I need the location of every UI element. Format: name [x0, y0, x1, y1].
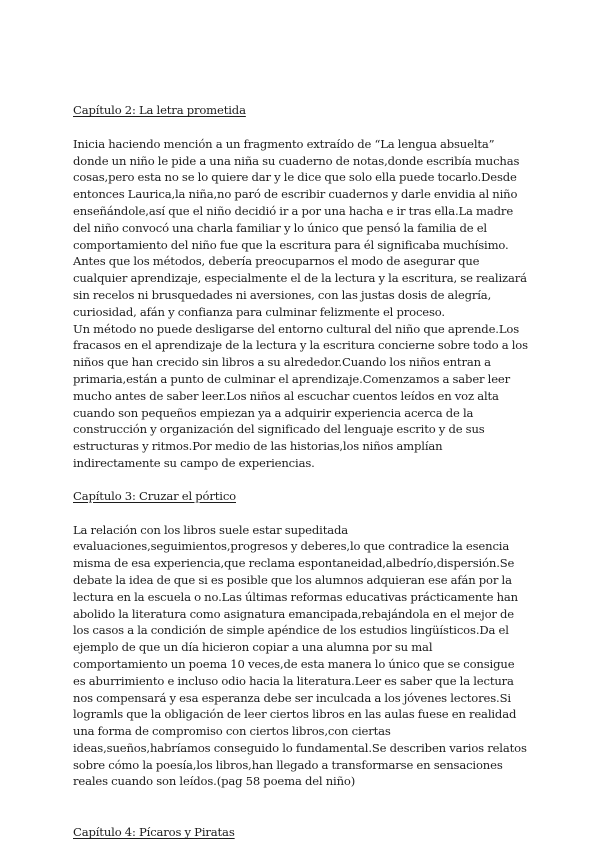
spacer [73, 505, 530, 522]
spacer [73, 119, 530, 136]
spacer [73, 472, 530, 488]
spacer [73, 790, 530, 824]
chapter-2-paragraph-2: Antes que los métodos, debería preocuparnos el modo de asegurar que cualquier aprendizaje, especialmente el de la lectura y la escritura, se realizará sin recelos ni brusquedades ni aversiones, con las justas dosis de alegría, curiosidad, afán y confianza para culminar felizmente el proceso. [73, 254, 527, 319]
chapter-2-paragraph-1: Inicia haciendo mención a un fragmento extraído de “La lengua absuelta” donde un niño le pide a una niña su cuaderno de notas,donde escribía muchas cosas,pero esta no se lo quiere dar y le dice que solo ella puede tocarlo.Desde entonces Laurica,la niña,no paró de escribir cuadernos y darle envidia al niño enseñándole,así que el niño decidió ir a por una hacha e ir tras ella.La madre del niño convocó una charla familiar y lo único que pensó la familia de el comportamiento del niño fue que la escritura para él significaba muchísimo. [73, 136, 520, 252]
chapter-3-heading: Capítulo 3: Cruzar el pórtico [73, 488, 236, 503]
chapter-3-paragraph-1: La relación con los libros suele estar supeditada evaluaciones,seguimientos,progresos y deberes,lo que contradice la esencia misma de esa experiencia,que reclama espontaneidad,albedrío,dispersión.Se debate la idea de que si es posible que los alumnos adquieran ese afán por la lectura en la escuela o no.Las últimas reformas educativas prácticamente han abolido la literatura como asignatura emancipada,rebajándola en el mejor de los casos a la condición de simple apéndice de los estudios lingüísticos.Da el ejemplo de que un día hicieron copiar a una alumna por su mal comportamiento un poema 10 veces,de esta manera lo único que se consigue es aburrimiento e incluso odio hacia la literatura.Leer es saber que la lectura nos compensará y esa esperanza debe ser inculcada a los jóvenes lectores.Si logramls que la obligación de leer ciertos libros en las aulas fuese en realidad una forma de compromiso con ciertos libros,con ciertas ideas,sueños,habríamos conseguido lo fundamental.Se describen varios relatos sobre cómo la poesía,los libros,han llegado a transformarse en sensaciones reales cuando son leídos.(pag 58 poema del niño) [73, 522, 527, 789]
chapter-4-heading: Capítulo 4: Pícaros y Piratas [73, 825, 235, 840]
document-body [73, 102, 530, 841]
chapter-2-paragraph-3: Un método no puede desligarse del entorno cultural del niño que aprende.Los fracasos en el aprendizaje de la lectura y la escritura concierne sobre todo a los niños que han crecido sin libros a su alrededor.Cuando los niños entran a primaria,están a punto de culminar el aprendizaje.Comenzamos a saber leer mucho antes de saber leer.Los niños al escuchar cuentos leídos en voz alta cuando son pequeños empiezan ya a adquirir experiencia acerca de la construcción y organización del significado del lenguaje escrito y de sus estructuras y ritmos.Por medio de las historias,los niños amplían indirectamente su campo de experiencias. [73, 321, 528, 470]
chapter-2-heading: Capítulo 2: La letra prometida [73, 103, 246, 117]
